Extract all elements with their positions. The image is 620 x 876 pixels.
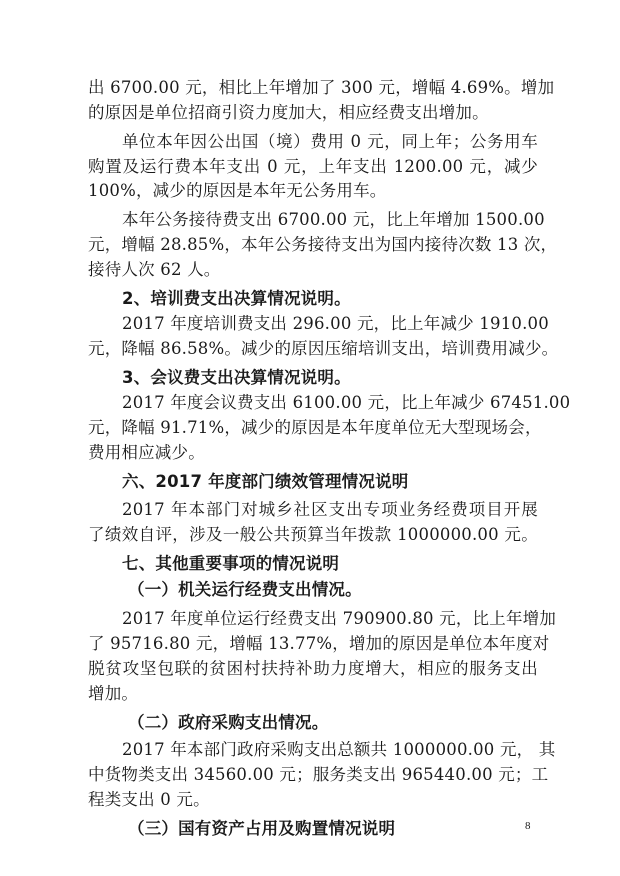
text-line: 元，降幅 86.58%。减少的原因压缩培训支出，培训费用减少。 (88, 339, 559, 358)
section-heading: 七、其他重要事项的情况说明 (122, 554, 340, 573)
text-line: 元，降幅 91.71%，减少的原因是本年度单位无大型现场会， (88, 418, 542, 437)
text-line: 增加。 (88, 684, 139, 703)
text-line: 脱贫攻坚包联的贫困村扶持补助力度增大，相应的服务支出 (88, 659, 538, 678)
text-line: 本年公务接待费支出 6700.00 元，比上年增加 1500.00 (122, 210, 545, 229)
text-line: 2017 年度会议费支出 6100.00 元，比上年减少 67451.00 (122, 393, 571, 412)
text-line: 2017 年度培训费支出 296.00 元，比上年减少 1910.00 (122, 314, 549, 333)
subsection-heading: （二）政府采购支出情况。 (128, 713, 329, 732)
page-number: 8 (525, 820, 531, 832)
section-heading: 3、会议费支出决算情况说明。 (122, 368, 351, 387)
text-line: 2017 年度单位运行经费支出 790900.80 元，比上年增加 (122, 609, 557, 628)
text-line: 2017 年本部门对城乡社区支出专项业务经费项目开展 (122, 500, 538, 519)
section-heading: 六、2017 年度部门绩效管理情况说明 (122, 472, 409, 491)
text-line: 出 6700.00 元，相比上年增加了 300 元，增幅 4.69%。增加 (88, 78, 555, 97)
text-line: 的原因是单位招商引资力度加大，相应经费支出增加。 (88, 103, 489, 122)
text-line: 接待人次 62 人。 (88, 260, 221, 279)
text-line: 购置及运行费本年支出 0 元，上年支出 1200.00 元，减少 (88, 157, 538, 176)
subsection-heading: （三）国有资产占用及购置情况说明 (128, 819, 396, 838)
text-line: 了 95716.80 元，增幅 13.77%，增加的原因是单位本年度对 (88, 634, 550, 653)
section-heading: 2、培训费支出决算情况说明。 (122, 289, 351, 308)
subsection-heading: （一）机关运行经费支出情况。 (128, 580, 362, 599)
text-line: 了绩效自评，涉及一般公共预算当年拨款 1000000.00 元。 (88, 525, 538, 544)
text-line: 2017 年本部门政府采购支出总额共 1000000.00 元， 其 (122, 740, 556, 759)
text-line: 中货物类支出 34560.00 元；服务类支出 965440.00 元；工 (88, 765, 549, 784)
text-line: 100%，减少的原因是本年无公务用车。 (88, 181, 387, 200)
text-line: 单位本年因公出国（境）费用 0 元，同上年；公务用车 (122, 132, 538, 151)
text-line: 费用相应减少。 (88, 443, 205, 462)
text-line: 程类支出 0 元。 (88, 790, 210, 809)
text-line: 元，增幅 28.85%，本年公务接待支出为国内接待次数 13 次， (88, 235, 558, 254)
